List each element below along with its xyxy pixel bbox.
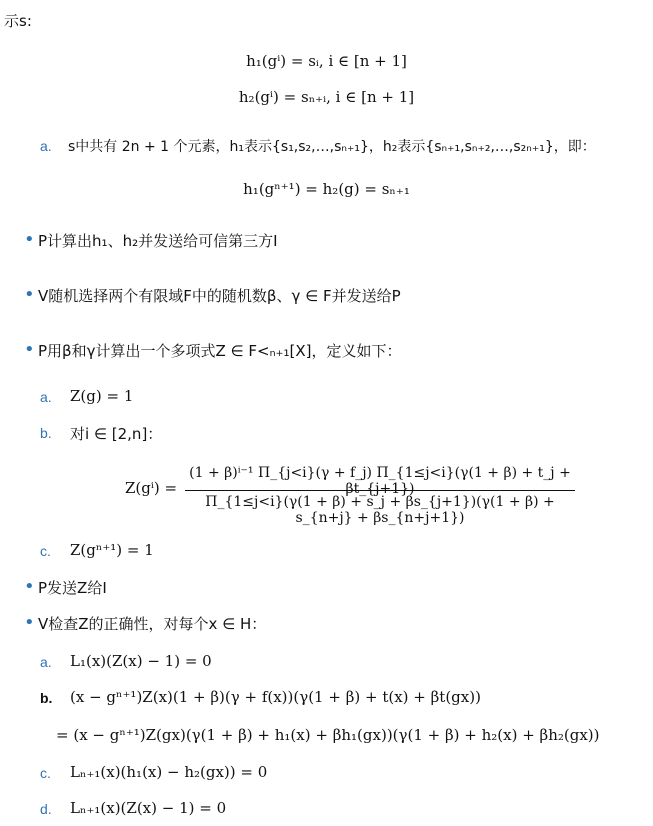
equation-h1: h₁(gⁱ) = sᵢ, i ∈ [n + 1] [246,52,407,70]
equation-h2: h₂(gⁱ) = sₙ₊ᵢ, i ∈ [n + 1] [238,88,415,106]
fraction-denominator: Π_{1≤j<i}(γ(1 + β) + s_j + βs_{j+1})(γ(1 + β) + s_{n+j} + βs_{n+j+1}) [205,494,555,526]
check-d: Lₙ₊₁(x)(Z(x) − 1) = 0 [70,799,227,817]
list-label-b: b. [40,690,53,706]
bullet-icon: • [24,612,35,633]
fraction-bar [185,490,575,491]
list-label-a: a. [40,654,52,670]
intro-text: 示s: [4,12,32,30]
list-label-a: a. [40,138,52,154]
z-range: 对i ∈ [2,n]： [70,425,163,443]
check-a: L₁(x)(Z(x) − 1) = 0 [70,652,212,670]
z-initial: Z(g) = 1 [70,387,134,405]
fraction-lhs: Z(gⁱ) = [125,479,178,497]
list-label-c: c. [40,765,51,781]
z-fraction [125,465,585,526]
equation-boundary: h₁(gⁿ⁺¹) = h₂(g) = sₙ₊₁ [243,180,410,198]
elements-description: s中共有 2n + 1 个元素，h₁表示{s₁,s₂,…,sₙ₊₁}，h₂表示{sₙ₊₁,sₙ₊₂,…,s₂ₙ₊₁}，即： [68,139,596,155]
bullet-icon: • [24,576,35,597]
bullet-icon: • [24,339,35,360]
step-polynomial-z: P用β和γ计算出一个多项式Z ∈ F<ₙ₊₁[X]，定义如下： [38,342,402,360]
step-send-z: P发送Z给I [38,579,107,597]
list-label-b: b. [40,425,52,441]
list-label-c: c. [40,543,51,559]
step-prover-compute: P计算出h₁、h₂并发送给可信第三方I [38,232,278,250]
bullet-icon: • [24,284,35,305]
check-b-line2: = (x − gⁿ⁺¹)Z(gx)(γ(1 + β) + h₁(x) + βh₁(gx))(γ(1 + β) + h₂(x) + βh₂(gx)) [56,726,600,744]
step-verify-z: V检查Z的正确性，对每个x ∈ H： [38,615,267,633]
check-b-line1: (x − gⁿ⁺¹)Z(x)(1 + β)(γ + f(x))(γ(1 + β) + t(x) + βt(gx)) [70,688,481,706]
list-label-d: d. [40,801,52,817]
list-label-a: a. [40,389,52,405]
bullet-icon: • [24,229,35,250]
check-c: Lₙ₊₁(x)(h₁(x) − h₂(gx)) = 0 [70,763,268,781]
fraction-numerator: (1 + β)ⁱ⁻¹ Π_{j<i}(γ + f_j) Π_{1≤j<i}(γ(1 + β) + t_j + βt_{j+1}) [189,465,571,497]
step-verifier-random: V随机选择两个有限域F中的随机数β、γ ∈ F并发送给P [38,287,401,305]
z-final: Z(gⁿ⁺¹) = 1 [70,541,154,559]
